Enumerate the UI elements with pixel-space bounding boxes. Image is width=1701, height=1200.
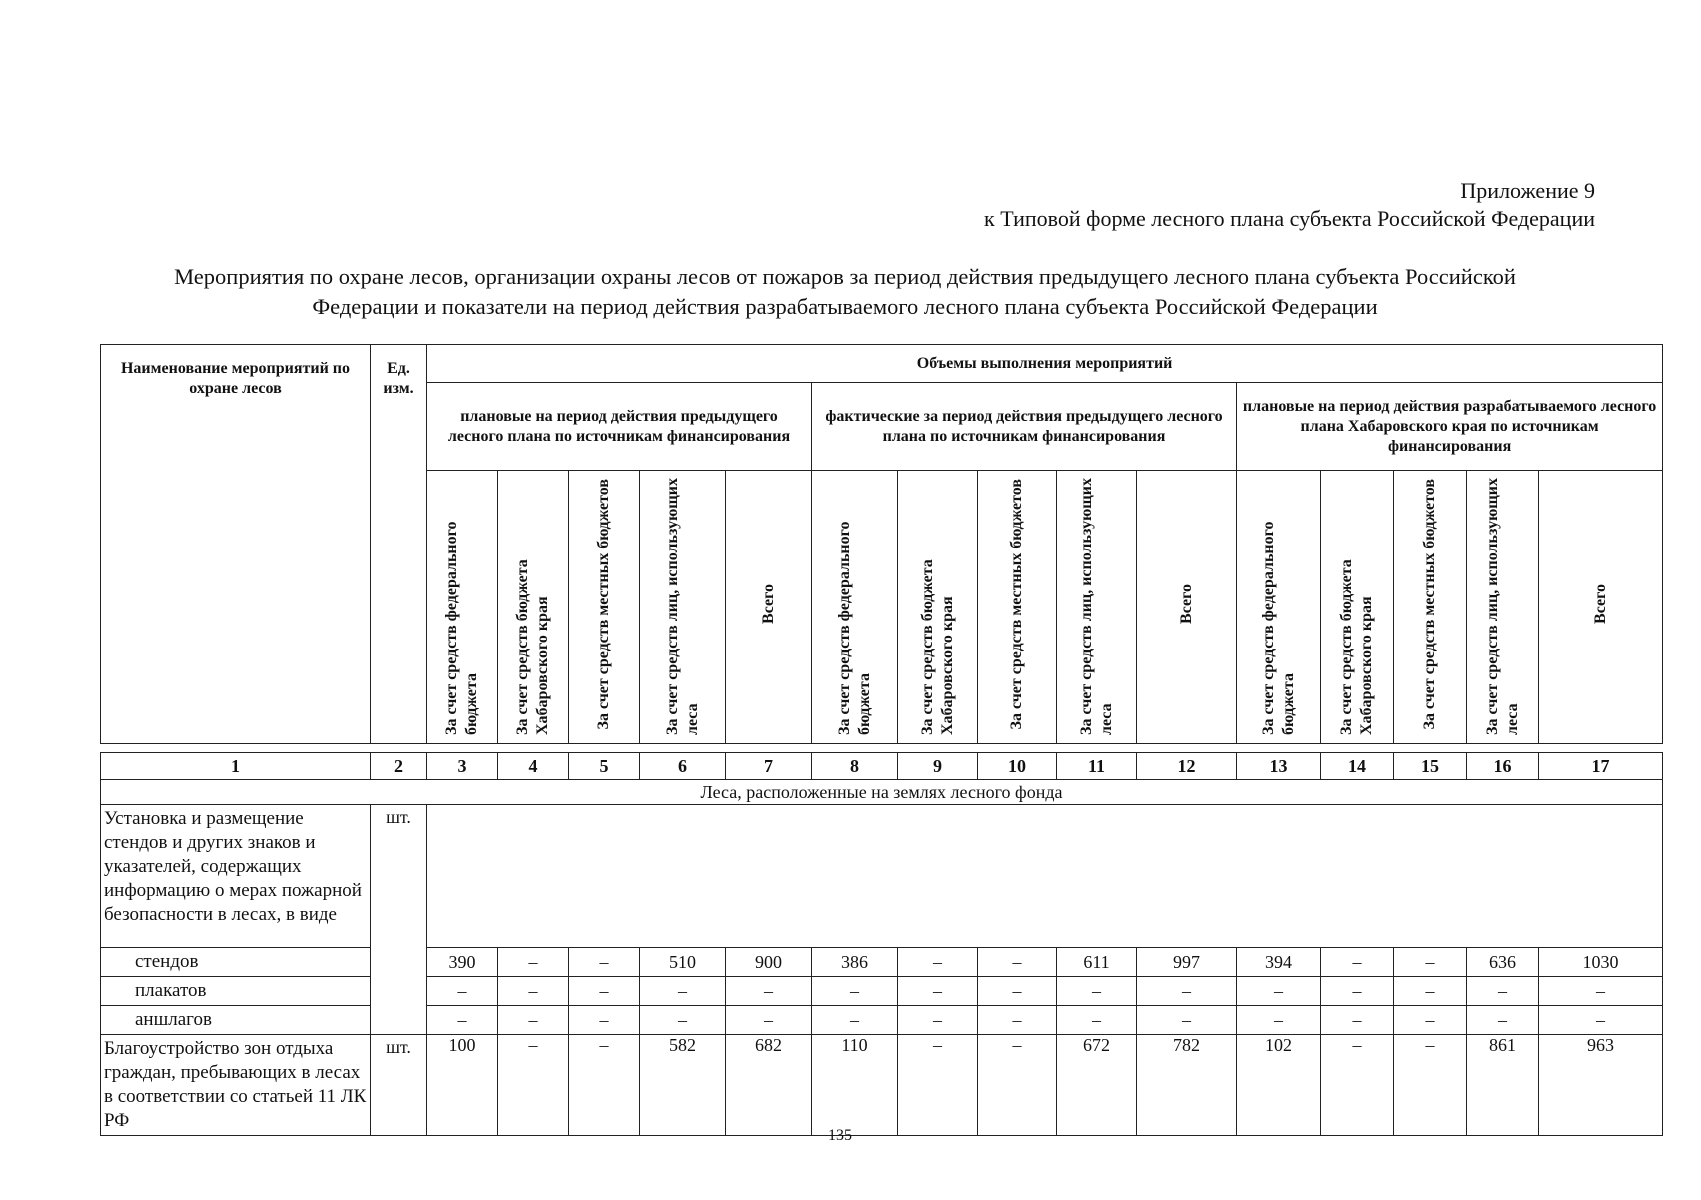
- table-cell: –: [1467, 1006, 1539, 1035]
- subcol-federal: За счет средств федерального бюджета: [443, 521, 480, 735]
- table-cell: 1030: [1539, 948, 1663, 977]
- table-cell: –: [898, 1006, 978, 1035]
- table-cell: –: [498, 977, 569, 1006]
- table-cell: –: [427, 977, 498, 1006]
- row-name: Благоустройство зон отдыха граждан, пребывающих в лесах в соответствии со статьей 11 ЛК РФ: [101, 1035, 371, 1136]
- column-number: 9: [898, 753, 978, 780]
- table-cell: 390: [427, 948, 498, 977]
- column-number: 16: [1467, 753, 1539, 780]
- table-cell: –: [569, 1006, 640, 1035]
- table-cell: –: [569, 977, 640, 1006]
- table-cell: 782: [1137, 1035, 1237, 1136]
- table-cell: 611: [1057, 948, 1137, 977]
- column-number: 4: [498, 753, 569, 780]
- appendix-heading: [984, 177, 1595, 233]
- table-cell: 386: [812, 948, 898, 977]
- table-cell: –: [640, 977, 726, 1006]
- table-cell: 636: [1467, 948, 1539, 977]
- table-cell: –: [812, 977, 898, 1006]
- appendix-number: Приложение 9: [1460, 178, 1595, 203]
- page-number: 135: [828, 1127, 852, 1144]
- table-cell: –: [1539, 977, 1663, 1006]
- table-cell: –: [898, 977, 978, 1006]
- table-cell: 672: [1057, 1035, 1137, 1136]
- table-cell: –: [898, 948, 978, 977]
- table-cell: –: [569, 948, 640, 977]
- subcol-local: За счет средств местных бюджетов: [595, 478, 612, 730]
- subcol-total: Всего: [1591, 584, 1609, 624]
- table-cell: –: [1057, 1006, 1137, 1035]
- table-cell: –: [978, 948, 1057, 977]
- subcol-regional: За счет средств бюджета Хабаровского края: [918, 559, 956, 735]
- column-number: 5: [569, 753, 640, 780]
- table-cell: –: [1539, 1006, 1663, 1035]
- table-cell: –: [1137, 1006, 1237, 1035]
- table-row: [101, 977, 1663, 1006]
- column-number: 15: [1394, 753, 1467, 780]
- subrow-name: стендов: [101, 948, 371, 977]
- table-cell: –: [812, 1006, 898, 1035]
- subrow-name: аншлагов: [101, 1006, 371, 1035]
- table-cell: –: [1321, 1006, 1394, 1035]
- table-cell: 682: [726, 1035, 812, 1136]
- table-cell: –: [978, 1035, 1057, 1136]
- table-cell: –: [1137, 977, 1237, 1006]
- column-number: 3: [427, 753, 498, 780]
- column-number: 6: [640, 753, 726, 780]
- table-cell: –: [427, 1006, 498, 1035]
- header-activity-name: Наименование мероприятий по охране лесов: [101, 345, 371, 744]
- table-cell: –: [1057, 977, 1137, 1006]
- table-cell: –: [726, 1006, 812, 1035]
- table-cell: –: [640, 1006, 726, 1035]
- table-cell: 861: [1467, 1035, 1539, 1136]
- table-cell: –: [1467, 977, 1539, 1006]
- table-cell: –: [498, 948, 569, 977]
- table-cell: –: [498, 1006, 569, 1035]
- table-cell: –: [1321, 948, 1394, 977]
- table-cell: 110: [812, 1035, 898, 1136]
- column-number: 10: [978, 753, 1057, 780]
- row-unit: шт.: [371, 1035, 427, 1136]
- subcol-regional: За счет средств бюджета Хабаровского края: [1338, 559, 1375, 735]
- table-cell: –: [1237, 977, 1321, 1006]
- appendix-reference: к Типовой форме лесного плана субъекта Российской Федерации: [984, 206, 1595, 231]
- table-cell: 394: [1237, 948, 1321, 977]
- subcol-users: За счет средств лиц, использующих леса: [1483, 477, 1521, 735]
- subcol-local: За счет средств местных бюджетов: [1008, 478, 1025, 730]
- column-number: 17: [1539, 753, 1663, 780]
- table-cell: 582: [640, 1035, 726, 1136]
- table-cell: –: [978, 1006, 1057, 1035]
- table-cell: –: [978, 977, 1057, 1006]
- column-number: 12: [1137, 753, 1237, 780]
- subcol-total: Всего: [1177, 584, 1195, 624]
- header-group-actual-previous: фактические за период действия предыдущего лесного плана по источникам финансирования: [812, 383, 1237, 471]
- header-group-planned-new: плановые на период действия разрабатываемого лесного плана Хабаровского края по источникам финансирования: [1237, 383, 1663, 471]
- header-table: [100, 344, 1663, 744]
- row-name: Установка и размещение стендов и других знаков и указателей, содержащих информацию о мерах пожарной безопасности в лесах, в виде: [101, 805, 371, 948]
- table-row: [101, 1006, 1663, 1035]
- document-title: [100, 262, 1590, 322]
- row-unit: шт.: [371, 805, 427, 1035]
- title-line-2: Федерации и показатели на период действия разрабатываемого лесного плана субъекта Российской Федерации: [312, 294, 1378, 319]
- column-number: 14: [1321, 753, 1394, 780]
- table-cell: –: [1237, 1006, 1321, 1035]
- header-volumes: Объемы выполнения мероприятий: [427, 345, 1663, 383]
- table-cell: 510: [640, 948, 726, 977]
- title-line-1: Мероприятия по охране лесов, организации охраны лесов от пожаров за период действия предыдущего лесного плана субъекта Российской: [174, 264, 1516, 289]
- table-cell: –: [1321, 977, 1394, 1006]
- column-number: 13: [1237, 753, 1321, 780]
- table-row: [101, 1035, 1663, 1136]
- subcol-users: За счет средств лиц, использующих леса: [663, 477, 701, 735]
- subcol-total: Всего: [759, 584, 777, 624]
- table-cell: –: [898, 1035, 978, 1136]
- table-row: [101, 805, 1663, 948]
- table-row: [101, 948, 1663, 977]
- subcol-local: За счет средств местных бюджетов: [1421, 478, 1438, 730]
- table-cell: –: [726, 977, 812, 1006]
- subcol-regional: За счет средств бюджета Хабаровского края: [514, 559, 551, 735]
- table-cell: –: [1394, 1035, 1467, 1136]
- table-cell: 100: [427, 1035, 498, 1136]
- table-cell: –: [1394, 948, 1467, 977]
- column-number: 8: [812, 753, 898, 780]
- table-cell: 102: [1237, 1035, 1321, 1136]
- column-number: 1: [101, 753, 371, 780]
- subcol-federal: За счет средств федерального бюджета: [835, 521, 873, 735]
- subcol-federal: За счет средств федерального бюджета: [1259, 521, 1297, 735]
- header-group-planned-previous: плановые на период действия предыдущего лесного плана по источникам финансирования: [427, 383, 812, 471]
- table-cell: –: [1394, 1006, 1467, 1035]
- data-table: [100, 752, 1663, 1136]
- table-cell: –: [1321, 1035, 1394, 1136]
- table-cell: –: [498, 1035, 569, 1136]
- subcol-users: За счет средств лиц, использующих леса: [1077, 477, 1115, 735]
- header-unit: Ед. изм.: [371, 345, 427, 744]
- section-title: Леса, расположенные на землях лесного фонда: [101, 780, 1663, 805]
- column-number: 11: [1057, 753, 1137, 780]
- column-number: 2: [371, 753, 427, 780]
- table-cell: 963: [1539, 1035, 1663, 1136]
- table-cell: 997: [1137, 948, 1237, 977]
- column-number: 7: [726, 753, 812, 780]
- subrow-name: плакатов: [101, 977, 371, 1006]
- table-cell: –: [1394, 977, 1467, 1006]
- table-cell: 900: [726, 948, 812, 977]
- column-number-row: [101, 753, 1663, 780]
- table-cell: –: [569, 1035, 640, 1136]
